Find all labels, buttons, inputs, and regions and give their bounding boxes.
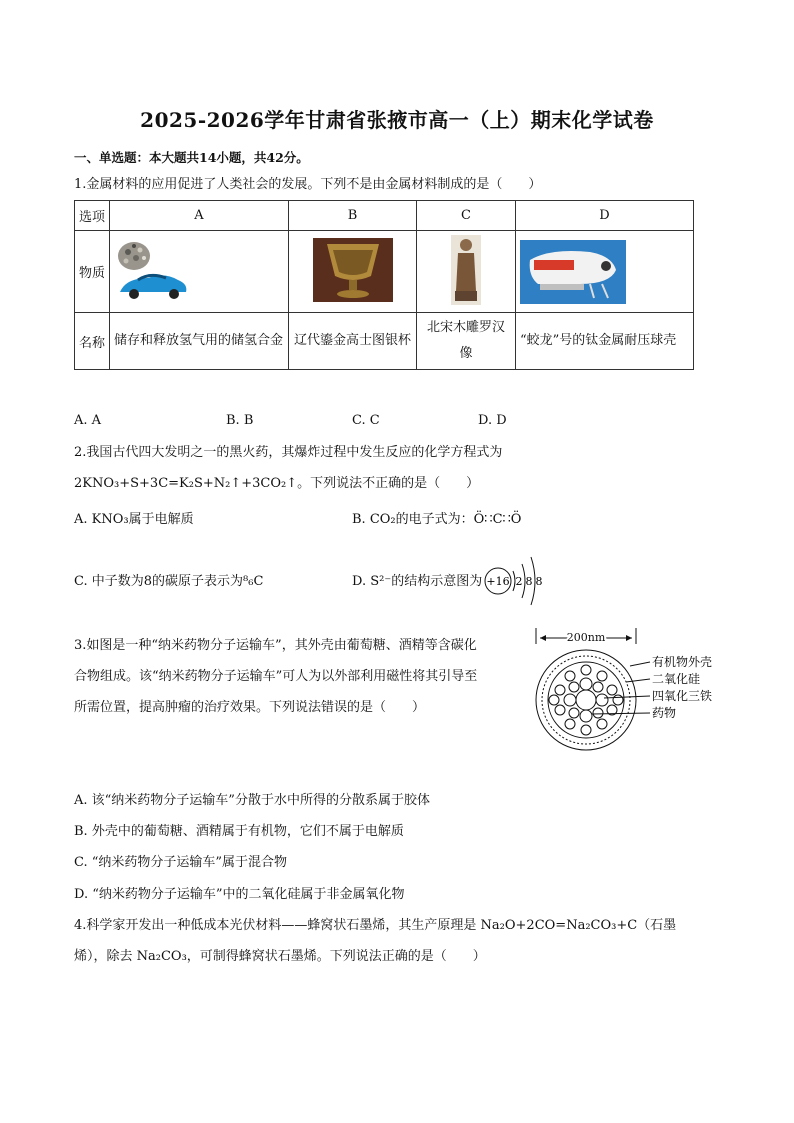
- q3-stem-line: 所需位置，提高肿瘤的治疗效果。下列说法错误的是（ ）: [74, 700, 426, 715]
- q1-option-c[interactable]: C. C: [352, 413, 380, 428]
- section-heading: 一、单选题：本大题共14小题，共42分。: [74, 150, 309, 165]
- q3-stem-line: 合物组成。该“纳米药物分子运输车”可人为以外部利用磁性将其引导至: [74, 669, 478, 684]
- q3-option-c[interactable]: C. “纳米药物分子运输车”属于混合物: [74, 855, 288, 870]
- wood-statue-image: [451, 235, 481, 305]
- image-cell-c: [417, 231, 516, 313]
- page-title: 2025-2026学年甘肃省张掖市高一（上）期末化学试卷: [140, 108, 654, 132]
- q1-option-d[interactable]: D. D: [478, 413, 507, 428]
- table-header: A: [110, 201, 289, 231]
- shell-electrons: 2: [515, 575, 523, 588]
- table-header: D: [516, 201, 694, 231]
- scale-label: 200nm: [566, 631, 606, 644]
- silver-cup-image: [313, 238, 393, 302]
- q2-option-c[interactable]: C. 中子数为8的碳原子表示为⁸₆C: [74, 574, 264, 589]
- name-a: 储存和释放氢气用的储氢合金: [110, 313, 289, 370]
- image-cell-a: [110, 231, 289, 313]
- q4-stem-line1: 4.科学家开发出一种低成本光伏材料——蜂窝状石墨烯，其生产原理是 Na₂O+2CO=Na₂CO₃+C（石墨: [74, 918, 677, 933]
- name-c: 北宋木雕罗汉像: [417, 313, 516, 370]
- sulfur-ion-structure-diagram: [480, 550, 550, 612]
- co2-electron-formula: Ö∷C∷Ö: [473, 512, 522, 527]
- q2-option-b[interactable]: [352, 510, 521, 530]
- q2-stem-line2: 2KNO₃+S+3C=K₂S+N₂↑+3CO₂↑。下列说法不正确的是（ ）: [74, 476, 480, 491]
- q1-stem: 1.金属材料的应用促进了人类社会的发展。下列不是由金属材料制成的是（ ）: [74, 177, 542, 192]
- q2-stem-line1: 2.我国古代四大发明之一的黑火药，其爆炸过程中发生反应的化学方程式为: [74, 445, 503, 460]
- q1-option-a[interactable]: A. A: [74, 413, 102, 428]
- q4-stem-line2: 烯），除去 Na₂CO₃，可制得蜂窝状石墨烯。下列说法正确的是（ ）: [74, 949, 486, 964]
- table-header: 选项: [75, 201, 110, 231]
- q2-option-b-text: B. CO₂的电子式为：: [352, 512, 474, 527]
- figure-label: 四氧化三铁: [652, 689, 713, 703]
- q3-option-b[interactable]: B. 外壳中的葡萄糖、酒精属于有机物，它们不属于电解质: [74, 824, 404, 839]
- q1-option-b[interactable]: B. B: [226, 413, 254, 428]
- q2-option-d-text: D. S²⁻的结构示意图为: [352, 574, 483, 589]
- q3-stem-line: 3.如图是一种“纳米药物分子运输车”，其外壳由葡萄糖、酒精等含碳化: [74, 638, 477, 653]
- shell-electrons: 8: [535, 575, 543, 588]
- alloy-car-image: [114, 236, 194, 308]
- row-label-substance: 物质: [75, 231, 110, 313]
- table-header: B: [289, 201, 417, 231]
- shell-electrons: 8: [525, 575, 533, 588]
- row-label-name: 名称: [75, 313, 110, 370]
- nano-carrier-diagram: [530, 626, 730, 754]
- q2-option-a[interactable]: A. KNO₃属于电解质: [74, 512, 194, 527]
- name-b: 辽代鎏金高士图银杯: [289, 313, 417, 370]
- q3-stem: [74, 630, 477, 723]
- figure-label: 二氧化硅: [652, 672, 701, 686]
- nucleus-charge: +16: [486, 575, 510, 588]
- image-cell-b: [289, 231, 417, 313]
- submersible-image: [520, 240, 626, 304]
- q2-option-d[interactable]: [352, 572, 482, 592]
- table-header: C: [417, 201, 516, 231]
- q3-option-d[interactable]: D. “纳米药物分子运输车”中的二氧化硅属于非金属氧化物: [74, 887, 405, 902]
- figure-label: 药物: [652, 706, 677, 720]
- name-d: “蛟龙”号的钛金属耐压球壳: [516, 313, 694, 370]
- q1-table: [74, 200, 694, 370]
- q3-option-a[interactable]: A. 该“纳米药物分子运输车”分散于水中所得的分散系属于胶体: [74, 793, 430, 808]
- image-cell-d: [516, 231, 694, 313]
- figure-label: 有机物外壳: [652, 655, 713, 669]
